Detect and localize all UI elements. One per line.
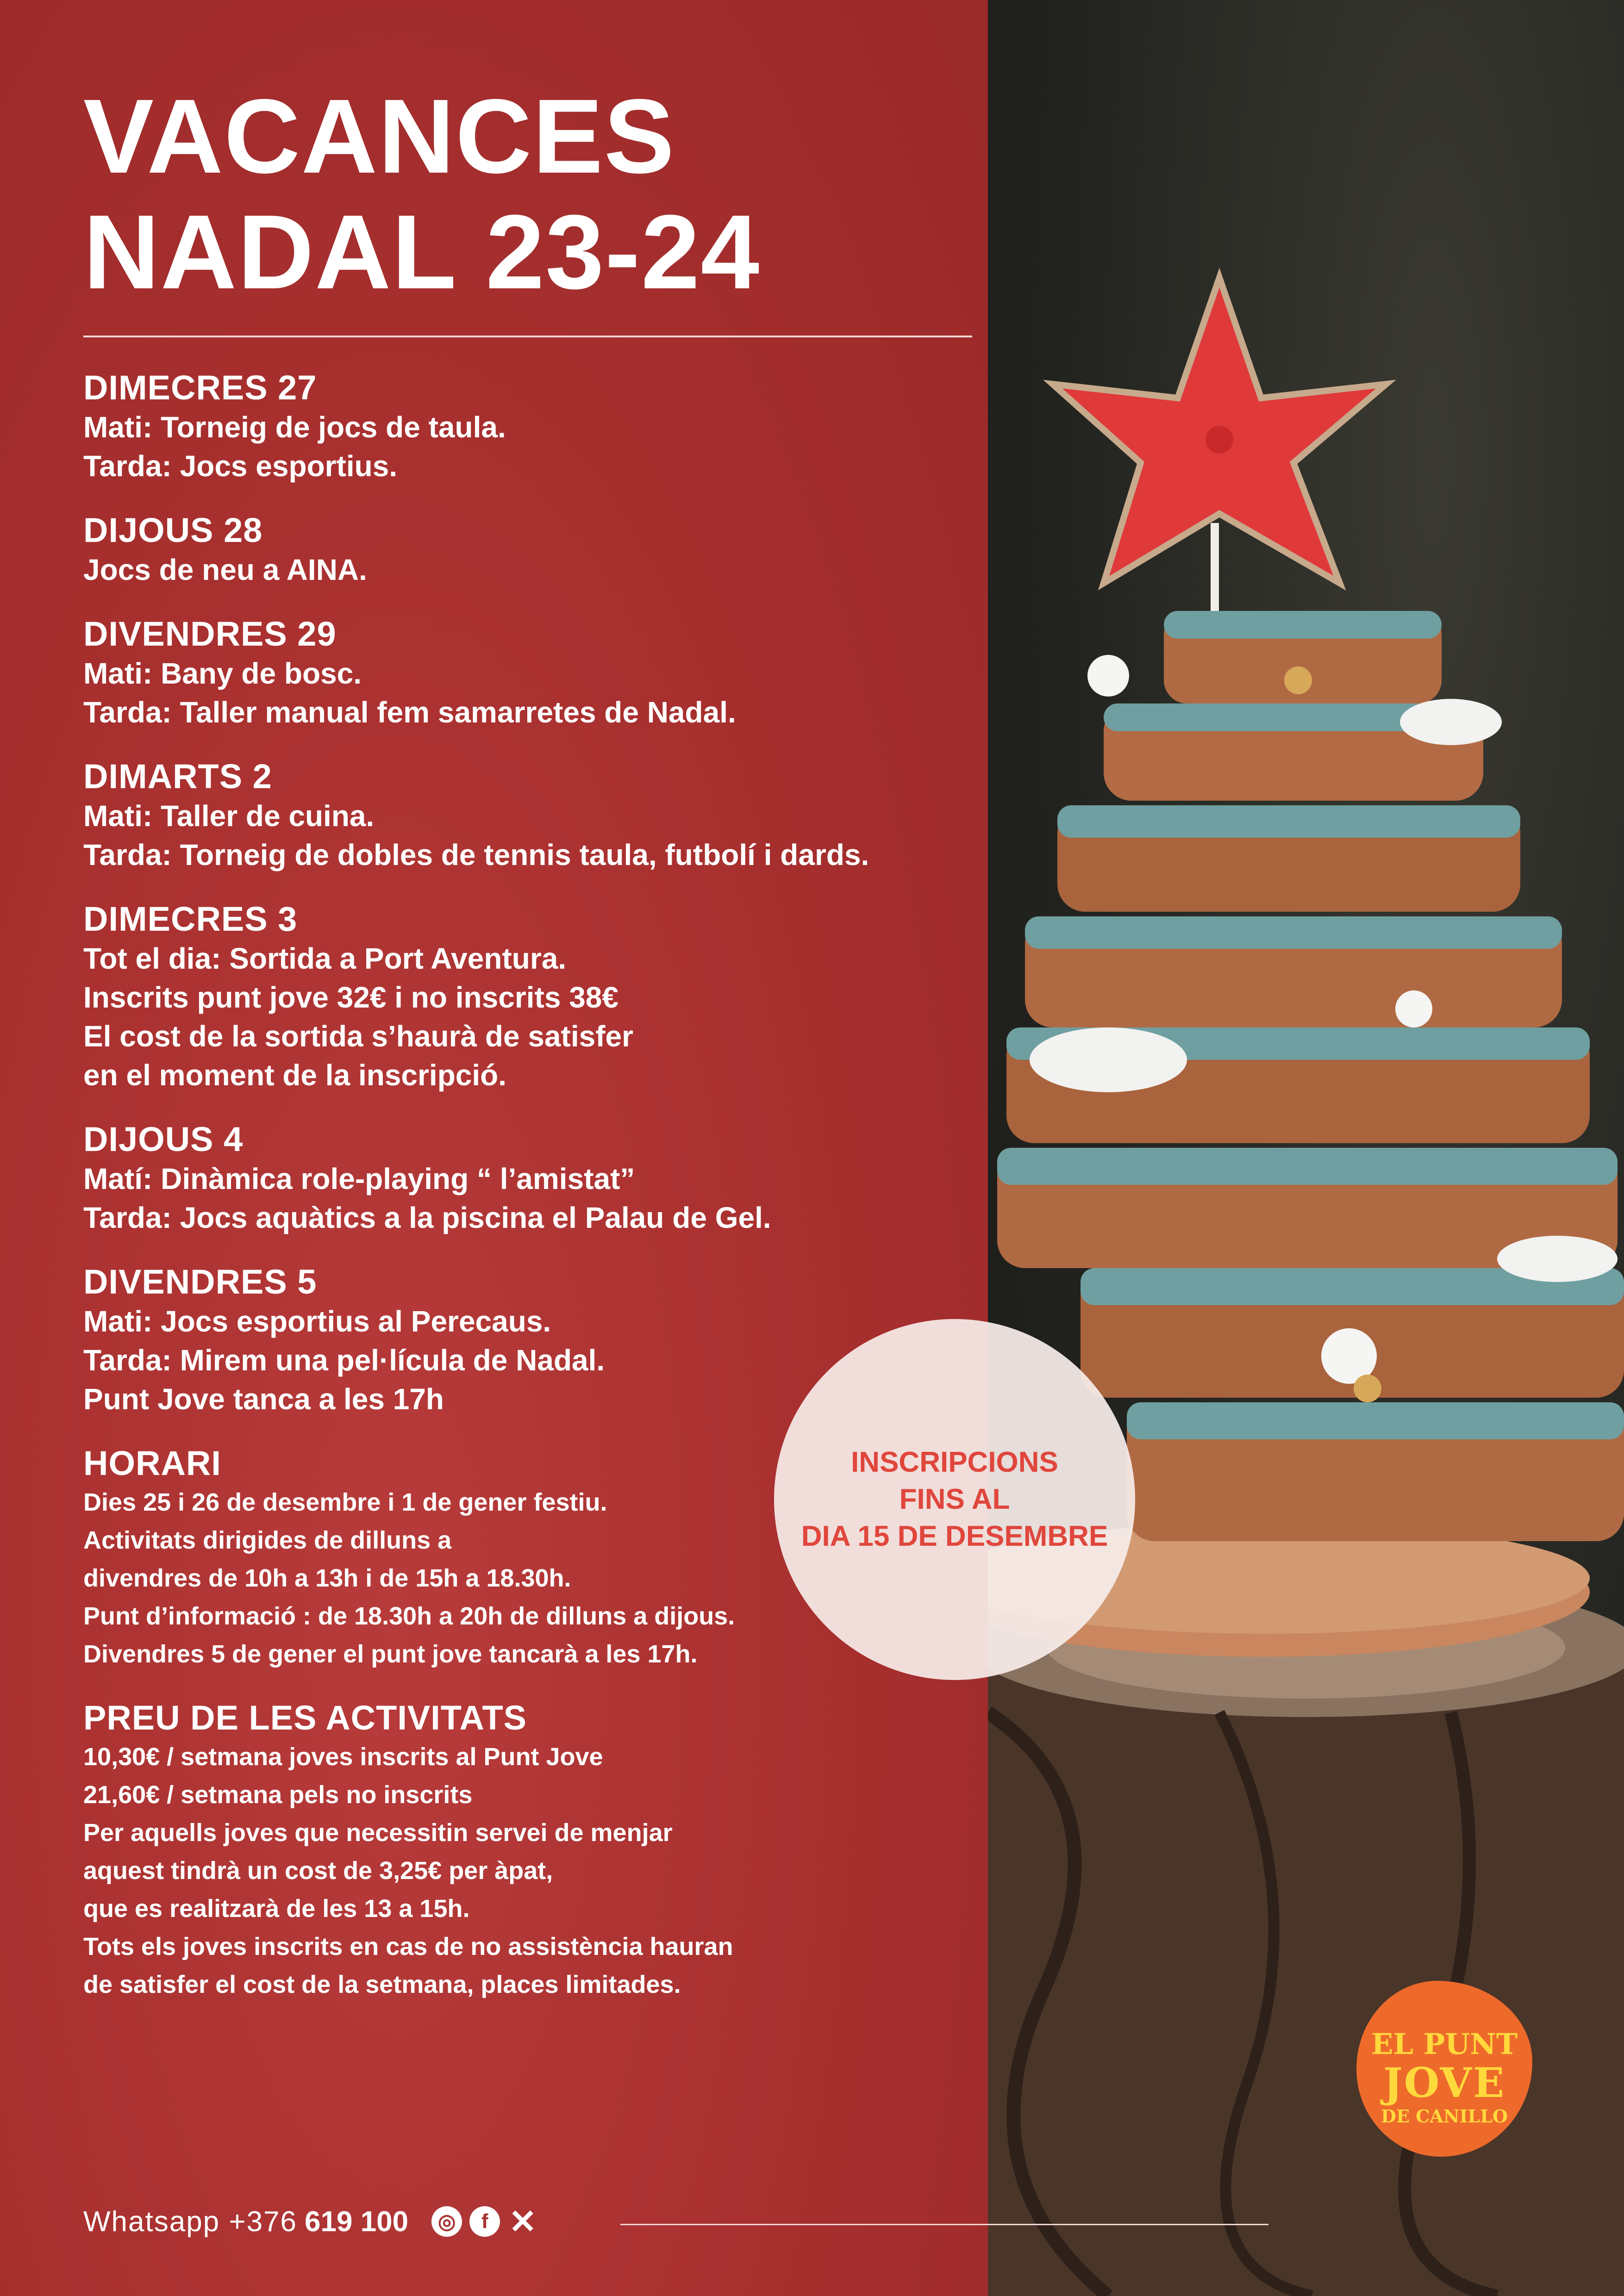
- section-line: Punt Jove tanca a les 17h: [83, 1382, 444, 1416]
- section-line: Dies 25 i 26 de desembre i 1 de gener festiu.: [83, 1488, 607, 1516]
- logo-line-1: EL PUNT: [1371, 2027, 1518, 2061]
- schedule-section: [83, 1698, 991, 2004]
- footer-contact: [83, 2196, 538, 2247]
- schedule-section: [83, 899, 991, 1095]
- schedule-section: [83, 1120, 991, 1237]
- section-heading: HORARI: [83, 1444, 221, 1482]
- registration-deadline-badge: [774, 1319, 1135, 1680]
- section-line: 10,30€ / setmana joves inscrits al Punt Jove: [83, 1743, 603, 1771]
- section-line: Matí: Dinàmica role-playing “ l’amistat”: [83, 1162, 635, 1195]
- x-icon[interactable]: ✕: [508, 2203, 537, 2240]
- section-line: Tot el dia: Sortida a Port Aventura.: [83, 942, 567, 975]
- section-heading: DIVENDRES 5: [83, 1263, 317, 1301]
- badge-text: INSCRIPCIONS FINS AL DIA 15 DE DESEMBRE: [801, 1446, 1108, 1552]
- section-line: Tots els joves inscrits en cas de no assistència hauran: [83, 1933, 733, 1960]
- section-heading: DIJOUS 28: [83, 511, 263, 549]
- section-line: El cost de la sortida s’haurà de satisfer: [83, 1020, 633, 1053]
- section-line: de satisfer el cost de la setmana, places limitades.: [83, 1971, 681, 1998]
- section-line: Mati: Taller de cuina.: [83, 799, 375, 833]
- punt-jove-logo: [1333, 1944, 1555, 2203]
- section-line: aquest tindrà un cost de 3,25€ per àpat,: [83, 1857, 553, 1885]
- section-line: 21,60€ / setmana pels no inscrits: [83, 1781, 473, 1809]
- whatsapp-label: Whatsapp +376: [83, 2205, 298, 2238]
- section-heading: DIMARTS 2: [83, 757, 272, 796]
- logo-line-2: JOVE: [1383, 2059, 1506, 2107]
- schedule-section: [83, 614, 991, 732]
- section-line: Mati: Torneig de jocs de taula.: [83, 411, 506, 444]
- section-line: Tarda: Jocs aquàtics a la piscina el Palau de Gel.: [83, 1201, 771, 1234]
- section-line: Inscrits punt jove 32€ i no inscrits 38€: [83, 981, 618, 1014]
- section-line: que es realitzarà de les 13 a 15h.: [83, 1895, 470, 1923]
- footer-divider: [620, 2224, 1268, 2225]
- section-line: Activitats dirigides de dilluns a: [83, 1526, 452, 1554]
- section-line: Divendres 5 de gener el punt jove tancarà a les 17h.: [83, 1640, 698, 1668]
- facebook-icon[interactable]: f: [469, 2206, 500, 2237]
- title-divider: [83, 336, 972, 337]
- title-line-2: NADAL 23-24: [83, 193, 761, 311]
- schedule-section: [83, 757, 991, 874]
- title-line-1: VACANCES: [83, 78, 675, 195]
- section-line: Tarda: Jocs esportius.: [83, 449, 398, 483]
- section-line: en el moment de la inscripció.: [83, 1058, 507, 1092]
- section-line: Jocs de neu a AINA.: [83, 553, 367, 586]
- section-line: divendres de 10h a 13h i de 15h a 18.30h.: [83, 1564, 571, 1592]
- section-line: Tarda: Taller manual fem samarretes de Nadal.: [83, 696, 736, 729]
- section-heading: DIMECRES 27: [83, 368, 317, 407]
- section-line: Per aquells joves que necessitin servei de menjar: [83, 1819, 673, 1847]
- section-heading: DIJOUS 4: [83, 1120, 244, 1158]
- instagram-icon[interactable]: ◎: [431, 2206, 462, 2237]
- section-line: Mati: Jocs esportius al Perecaus.: [83, 1305, 551, 1338]
- section-line: Mati: Bany de bosc.: [83, 657, 362, 690]
- schedule-section: [83, 510, 991, 589]
- page-title: [83, 79, 963, 310]
- section-heading: DIMECRES 3: [83, 900, 298, 938]
- section-heading: PREU DE LES ACTIVITATS: [83, 1699, 527, 1737]
- whatsapp-number[interactable]: 619 100: [305, 2205, 409, 2238]
- section-line: Tarda: Torneig de dobles de tennis taula, futbolí i dards.: [83, 838, 869, 871]
- section-line: Punt d’informació : de 18.30h a 20h de dilluns a dijous.: [83, 1602, 735, 1630]
- schedule-list: [83, 368, 991, 2028]
- section-line: Tarda: Mirem una pel·lícula de Nadal.: [83, 1344, 605, 1377]
- section-heading: DIVENDRES 29: [83, 615, 337, 653]
- logo-line-3: DE CANILLO: [1381, 2106, 1508, 2127]
- schedule-section: [83, 368, 991, 485]
